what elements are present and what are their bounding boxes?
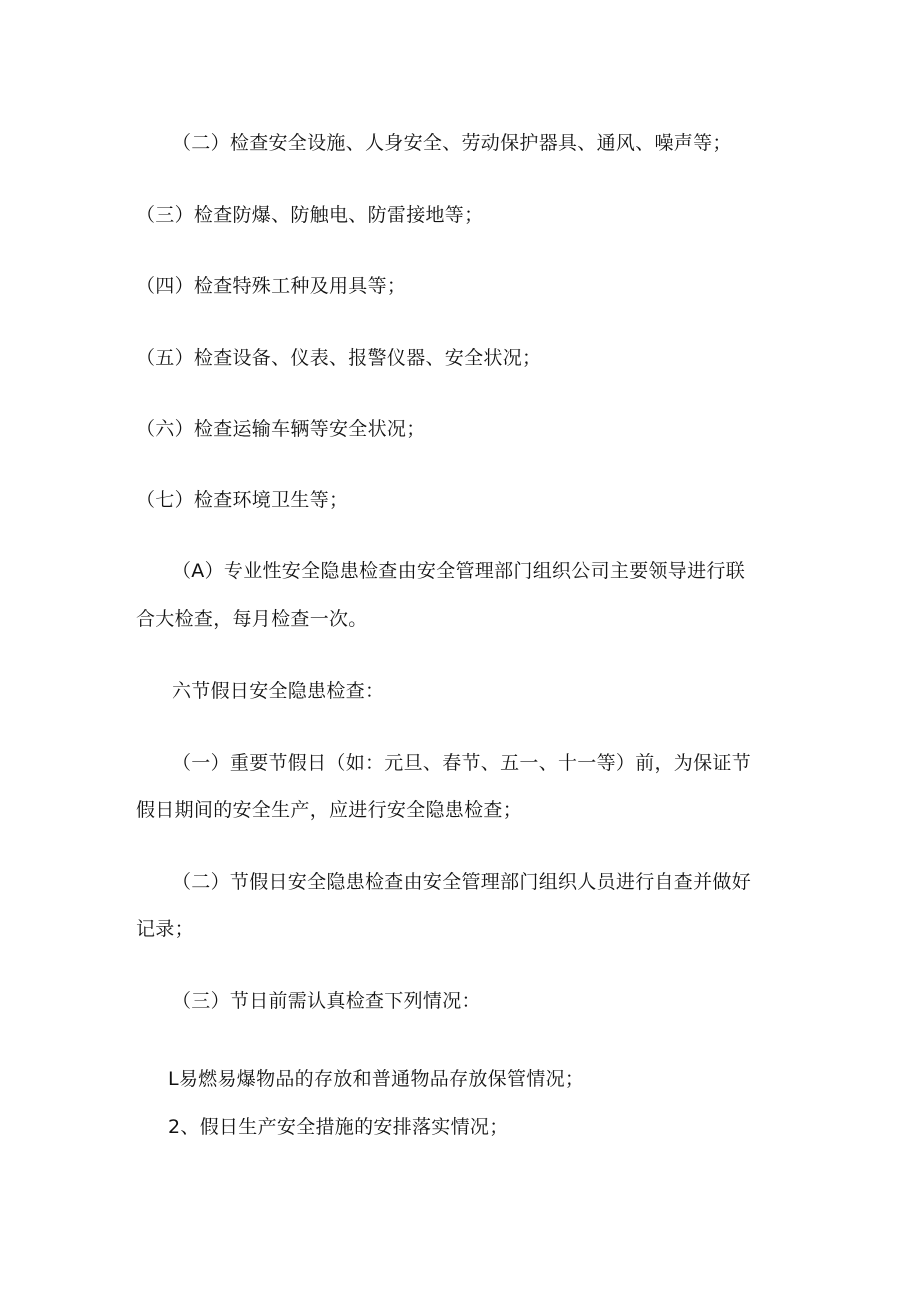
paragraph-line-7: （A）专业性安全隐患检查由安全管理部门组织公司主要领导进行联 xyxy=(172,560,745,582)
paragraph-line-1: （二）检查安全设施、人身安全、劳动保护器具、通风、噪声等； xyxy=(172,132,732,154)
paragraph-line-8: 合大检查，每月检查一次。 xyxy=(136,608,368,630)
paragraph-line-6: （七）检查环境卫生等； xyxy=(136,489,349,511)
list-item-1: L易燃易爆物品的存放和普通物品存放保管情况； xyxy=(168,1068,585,1090)
list-item-2: 2、假日生产安全措施的安排落实情况； xyxy=(168,1116,509,1138)
paragraph-line-13: 记录； xyxy=(136,918,194,940)
section-heading-holiday-check: 六节假日安全隐患检查： xyxy=(172,680,385,702)
paragraph-line-10: （一）重要节假日（如：元旦、春节、五一、十一等）前，为保证节 xyxy=(172,752,752,774)
paragraph-line-5: （六）检查运输车辆等安全状况； xyxy=(136,418,426,440)
paragraph-line-12: （二）节假日安全隐患检查由安全管理部门组织人员进行自查并做好 xyxy=(172,871,752,893)
paragraph-line-3: （四）检查特殊工种及用具等； xyxy=(136,275,407,297)
paragraph-line-4: （五）检查设备、仪表、报警仪器、安全状况； xyxy=(136,347,542,369)
paragraph-line-11: 假日期间的安全生产，应进行安全隐患检查； xyxy=(136,799,523,821)
paragraph-line-14: （三）节日前需认真检查下列情况： xyxy=(172,990,481,1012)
paragraph-line-2: （三）检查防爆、防触电、防雷接地等； xyxy=(136,204,484,226)
